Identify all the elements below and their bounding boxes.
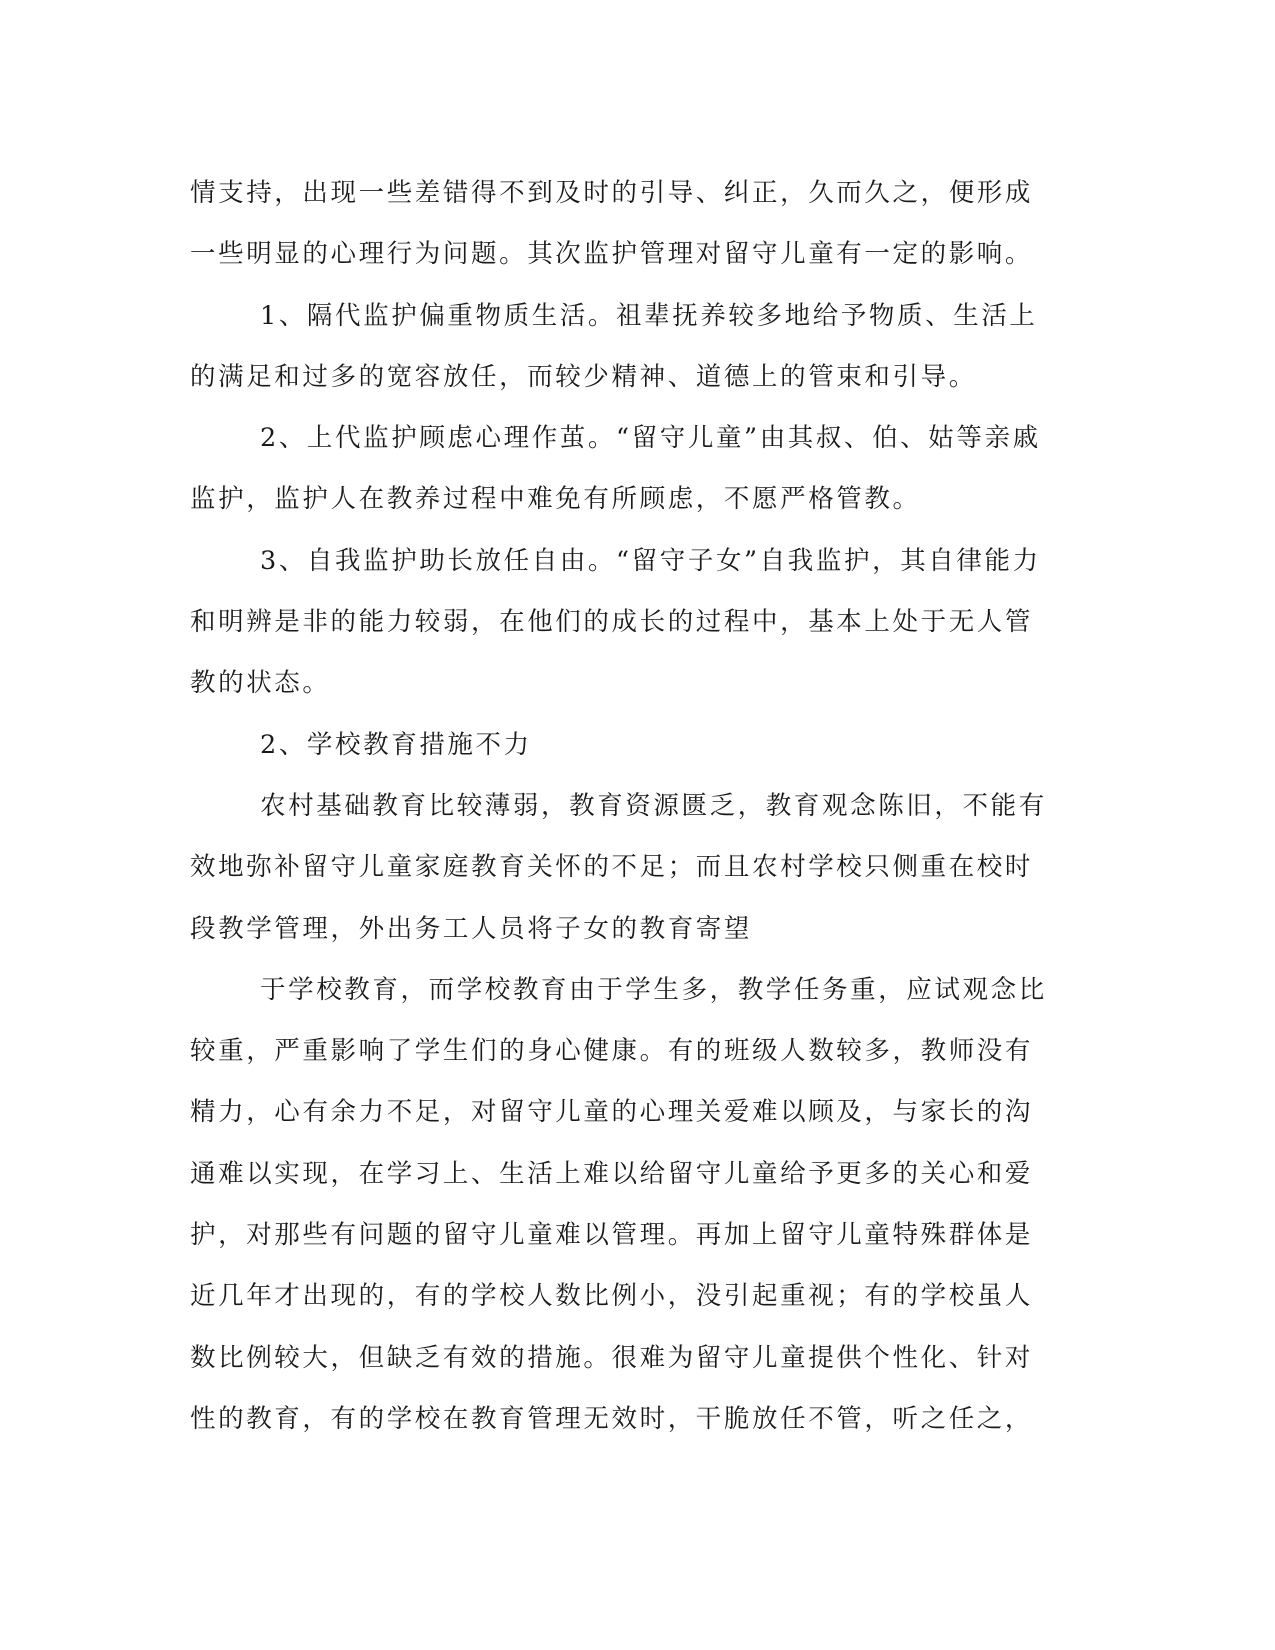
text-line: 较重，严重影响了学生们的身心健康。有的班级人数较多，教师没有 [190,1036,1034,1067]
text-line: 和明辨是非的能力较弱，在他们的成长的过程中，基本上处于无人管 [190,607,1034,638]
text-line: 数比例较大，但缺乏有效的措施。很难为留守儿童提供个性化、针对 [190,1342,1034,1373]
text-line: 精力，心有余力不足，对留守儿童的心理关爱难以顾及，与家长的沟 [190,1097,1034,1128]
text-line: 效地弥补留守儿童家庭教育关怀的不足；而且农村学校只侧重在校时 [190,852,1034,883]
text-line: 1、隔代监护偏重物质生活。祖辈抚养较多地给予物质、生活上 [260,300,1038,331]
text-line: 通难以实现，在学习上、生活上难以给留守儿童给予更多的关心和爱 [190,1158,1034,1189]
text-line: 的满足和过多的宽容放任，而较少精神、道德上的管束和引导。 [190,361,977,392]
text-line: 2、上代监护顾虑心理作茧。“留守儿童”由其叔、伯、姑等亲戚 [260,423,1041,454]
text-line: 于学校教育，而学校教育由于学生多，教学任务重，应试观念比 [260,974,1047,1005]
text-line: 监护，监护人在教养过程中难免有所顾虑，不愿严格管教。 [190,484,921,515]
section-heading: 2、学校教育措施不力 [260,729,532,760]
text-line: 农村基础教育比较薄弱，教育资源匮乏，教育观念陈旧，不能有 [260,790,1047,821]
text-line: 一些明显的心理行为问题。其次监护管理对留守儿童有一定的影响。 [190,239,1034,270]
text-line: 护，对那些有问题的留守儿童难以管理。再加上留守儿童特殊群体是 [190,1220,1034,1251]
document-body [190,163,1070,1450]
text-line: 段教学管理，外出务工人员将子女的教育寄望 [190,913,753,944]
text-line: 近几年才出现的，有的学校人数比例小，没引起重视；有的学校虽人 [190,1281,1034,1312]
text-line: 3、自我监护助长放任自由。“留守子女”自我监护，其自律能力 [260,545,1041,576]
text-line: 情支持，出现一些差错得不到及时的引导、纠正，久而久之，便形成 [190,178,1034,208]
text-line: 性的教育，有的学校在教育管理无效时，干脆放任不管，听之任之， [190,1403,1034,1434]
text-line: 教的状态。 [190,668,331,699]
